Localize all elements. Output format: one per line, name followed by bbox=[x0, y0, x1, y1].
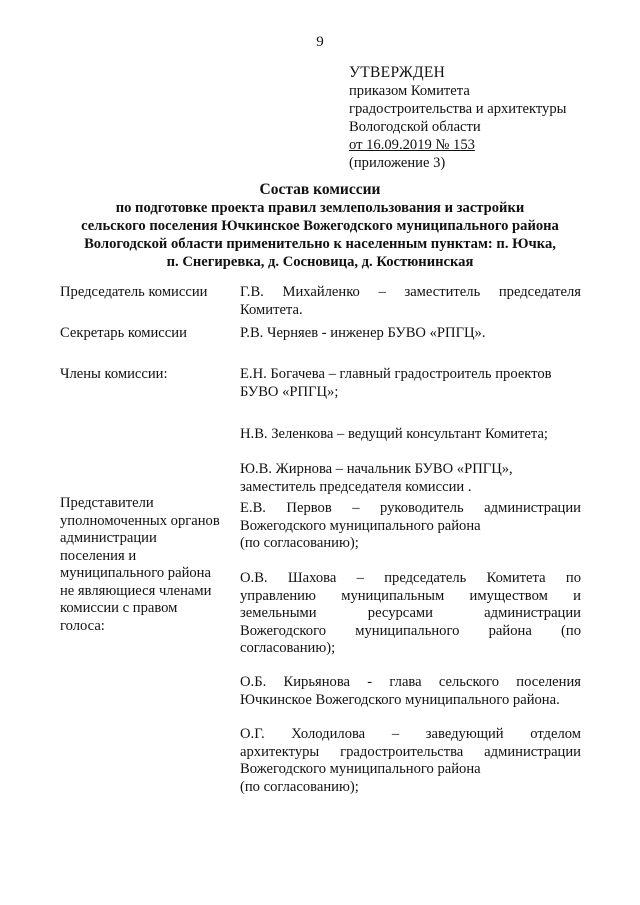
label-line: уполномоченных органов bbox=[60, 512, 220, 529]
secretary-label: Секретарь комиссии bbox=[60, 325, 187, 341]
label-line: Представители bbox=[60, 495, 154, 511]
entry-line: Е.В. Первов – руководитель администрации bbox=[240, 500, 581, 516]
approval-date: от 16.09.2019 № 153 bbox=[349, 137, 475, 153]
entry-line: управлению муниципальным имуществом и bbox=[240, 587, 581, 604]
entry-line: архитектуры градостроительства администрации bbox=[240, 743, 581, 760]
entry-line: Ю.В. Жирнова – начальник БУВО «РПГЦ», bbox=[240, 461, 513, 477]
entry-line: О.Б. Кирьянова - глава сельского поселения bbox=[240, 674, 581, 690]
representative-entry-pervov bbox=[240, 500, 581, 553]
entry-line: Вожегодского муниципального района bbox=[240, 517, 481, 534]
approval-stamp bbox=[349, 64, 609, 172]
entry-line: земельными ресурсами администрации bbox=[240, 605, 581, 621]
page-number: 9 bbox=[316, 34, 324, 50]
title-line: Вологодской области применительно к населенным пунктам: п. Ючка, bbox=[84, 236, 556, 252]
entry-line: (по согласованию); bbox=[240, 535, 359, 551]
entry-line: Н.В. Зеленкова – ведущий консультант Комитета; bbox=[240, 426, 548, 442]
entry-line: (по согласованию); bbox=[240, 778, 359, 795]
entry-line: О.В. Шахова – председатель Комитета по bbox=[240, 570, 581, 586]
representative-entry-kholodilova bbox=[240, 726, 581, 796]
title-main: Состав комиссии bbox=[259, 181, 381, 198]
member-entry-zhirnova bbox=[240, 461, 581, 496]
entry-line: Вожегодского муниципального района bbox=[240, 761, 481, 777]
entry-line: Ючкинское Вожегодского муниципального района. bbox=[240, 691, 560, 708]
entry-line: согласованию); bbox=[240, 640, 336, 656]
entry-line: БУВО «РПГЦ»; bbox=[240, 383, 339, 400]
chairman-entry bbox=[240, 284, 581, 319]
entry-line: Е.Н. Богачева – главный градостроитель проектов bbox=[240, 366, 552, 382]
label-line: голоса: bbox=[60, 617, 105, 634]
approval-line: Вологодской области bbox=[349, 119, 481, 135]
approval-appendix: (приложение 3) bbox=[349, 155, 446, 171]
representative-entry-kiryanova bbox=[240, 674, 581, 709]
label-line: муниципального района bbox=[60, 565, 211, 581]
entry-line: заместитель председателя комиссии . bbox=[240, 478, 472, 495]
chairman-label: Председатель комиссии bbox=[60, 284, 208, 300]
entry-line: Вожегодского муниципального района (по bbox=[240, 622, 581, 639]
representative-entry-shakhova bbox=[240, 570, 581, 658]
label-line: администрации bbox=[60, 530, 157, 546]
members-label: Члены комиссии: bbox=[60, 366, 168, 382]
document-title bbox=[40, 181, 600, 271]
entry-line: О.Г. Холодилова – заведующий отделом bbox=[240, 726, 581, 742]
member-entry-zelenkova bbox=[240, 426, 581, 444]
title-line: п. Снегиревка, д. Сосновица, д. Костюнинская bbox=[166, 254, 474, 270]
entry-line: Г.В. Михайленко – заместитель председателя bbox=[240, 284, 581, 300]
label-line: не являющиеся членами bbox=[60, 582, 212, 599]
approval-heading: УТВЕРЖДЕН bbox=[349, 64, 446, 81]
member-entry-bogacheva bbox=[240, 366, 581, 401]
label-line: поселения и bbox=[60, 547, 137, 564]
title-line: по подготовке проекта правил землепользования и застройки bbox=[115, 200, 525, 216]
representatives-label bbox=[60, 495, 235, 635]
entry-line: Комитета. bbox=[240, 301, 303, 318]
secretary-entry bbox=[240, 325, 581, 343]
approval-line: приказом Комитета bbox=[349, 83, 470, 99]
title-line: сельского поселения Ючкинское Вожегодского муниципального района bbox=[81, 218, 559, 234]
approval-line: градостроительства и архитектуры bbox=[349, 101, 567, 117]
entry-line: Р.В. Черняев - инженер БУВО «РПГЦ». bbox=[240, 325, 486, 341]
label-line: комиссии с правом bbox=[60, 600, 178, 616]
